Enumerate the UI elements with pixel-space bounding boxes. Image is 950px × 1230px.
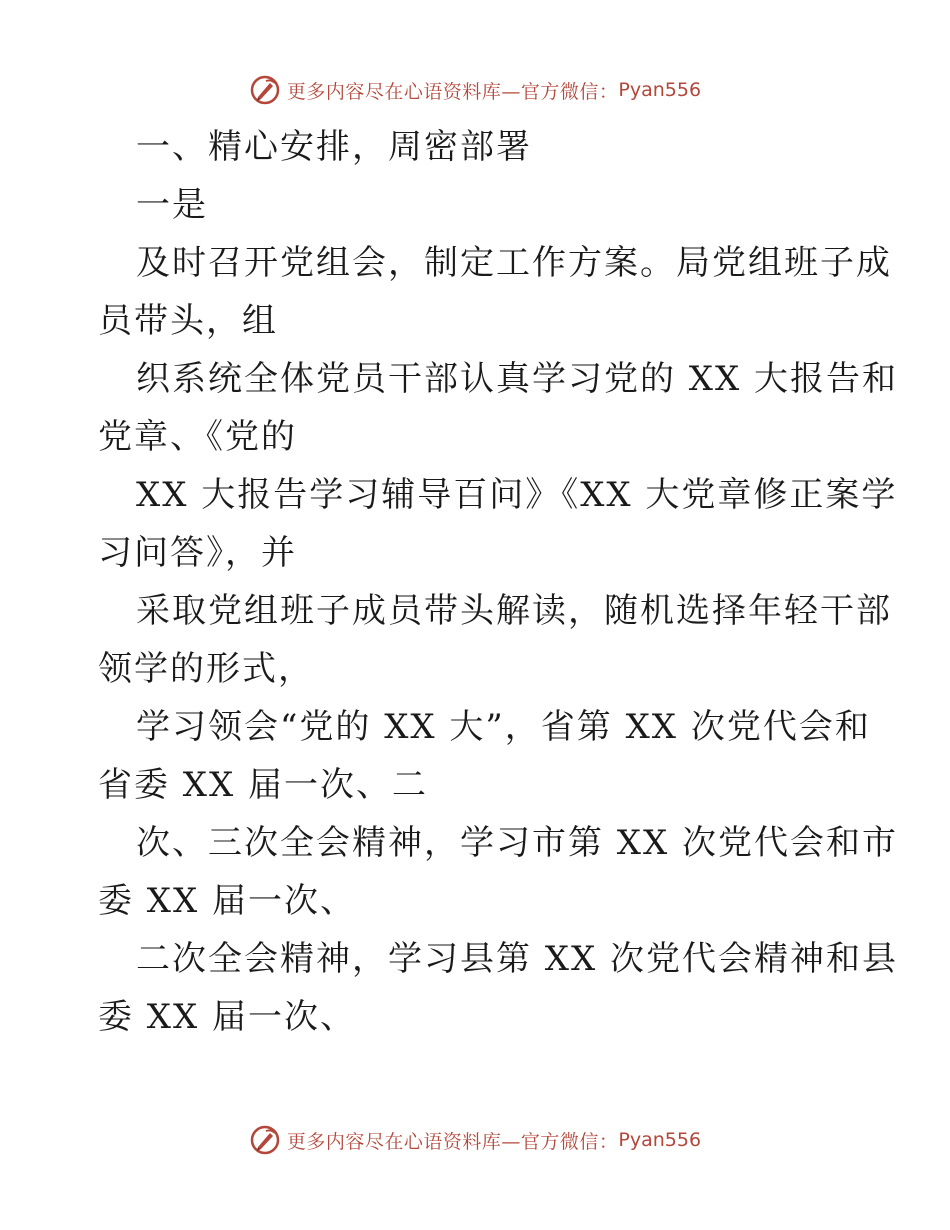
text-line: 委 XX 届一次、 — [98, 997, 357, 1037]
text-line: 及时召开党组会，制定工作方案。局党组班子成 — [136, 243, 892, 283]
text-line: 一是 — [136, 185, 208, 225]
text-line: 一、精心安排，周密部署 — [136, 127, 532, 167]
text-line: XX 大报告学习辅导百问》《XX 大党章修正案学 — [136, 475, 898, 515]
text-line: 二次全会精神，学习县第 XX 次党代会精神和县 — [136, 939, 899, 979]
text-line: 次、三次全会精神，学习市第 XX 次党代会和市 — [136, 823, 899, 863]
text-line: 织系统全体党员干部认真学习党的 XX 大报告和 — [136, 359, 899, 399]
document-body — [98, 118, 899, 1046]
footer-banner-text: 更多内容尽在心语资料库—官方微信： — [286, 1130, 619, 1153]
header-banner — [0, 70, 950, 110]
header-banner-text: 更多内容尽在心语资料库—官方微信： — [286, 80, 619, 103]
text-line: 学习领会“党的 XX 大”，省第 XX 次党代会和 — [136, 707, 871, 747]
footer-banner-wechat: Pyan556 — [618, 1129, 702, 1151]
text-line: 委 XX 届一次、 — [98, 881, 357, 921]
text-line: 员带头，组 — [98, 301, 278, 341]
header-banner-wechat: Pyan556 — [618, 79, 702, 101]
text-line: 党章、《党的 — [98, 417, 297, 457]
text-line: 采取党组班子成员带头解读，随机选择年轻干部 — [136, 591, 892, 631]
text-line: 习问答》，并 — [98, 533, 297, 573]
text-line: 领学的形式， — [98, 649, 314, 689]
pen-logo-icon — [249, 1124, 281, 1156]
footer-banner — [0, 1120, 950, 1160]
pen-logo-icon — [249, 74, 281, 106]
text-line: 省委 XX 届一次、二 — [98, 765, 429, 805]
